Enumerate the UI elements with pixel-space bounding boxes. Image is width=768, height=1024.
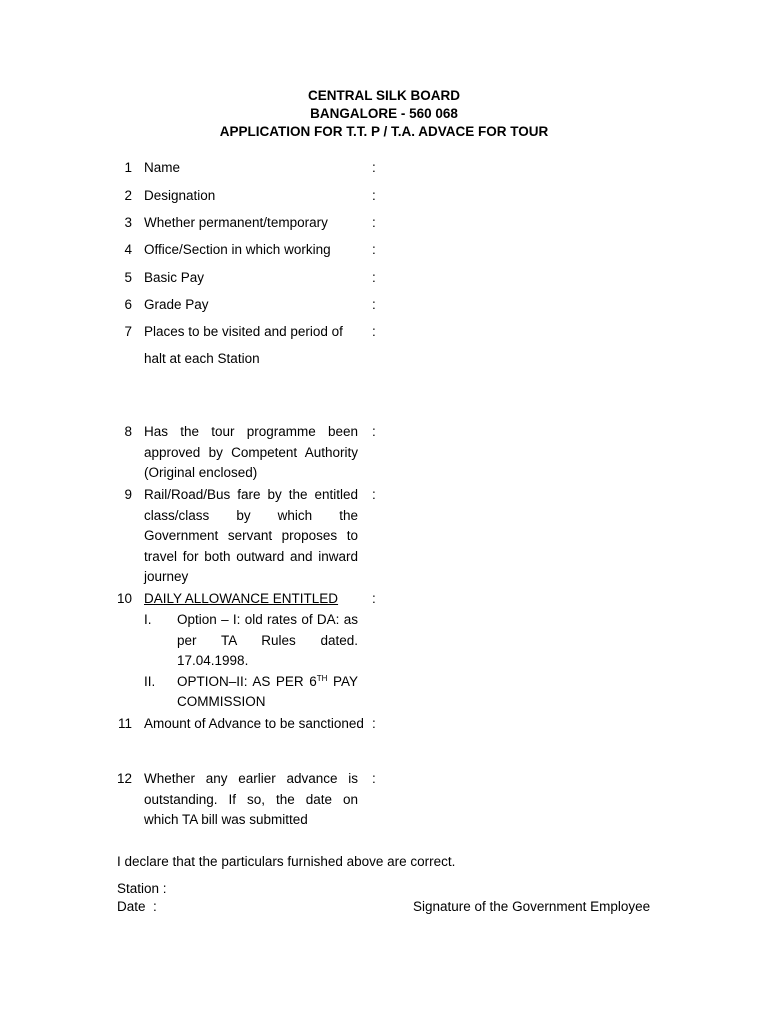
option-numeral: I. — [144, 612, 152, 627]
item-label: Office/Section in which working — [144, 242, 331, 257]
item-label: Name — [144, 160, 181, 175]
date-label: Date : — [117, 899, 157, 914]
item-colon: : — [372, 771, 376, 786]
item-colon: : — [372, 242, 376, 257]
item-number: 8 — [124, 424, 132, 439]
org-title: CENTRAL SILK BOARD — [307, 88, 460, 103]
item-colon: : — [372, 270, 376, 285]
item-colon: : — [372, 487, 376, 502]
option-text: OPTION–II: AS PER 6 — [177, 673, 317, 689]
item-colon: : — [372, 591, 376, 606]
item-number: 10 — [116, 591, 132, 606]
item-number: 1 — [124, 160, 132, 175]
option-superscript: TH — [316, 673, 328, 683]
item-colon: : — [372, 160, 376, 175]
item-number: 7 — [124, 324, 132, 339]
item-number: 11 — [117, 716, 132, 731]
item-label: Designation — [144, 188, 216, 203]
item-number: 12 — [116, 771, 132, 786]
item-colon: : — [372, 215, 376, 230]
da-option-1 — [144, 610, 358, 672]
item-colon: : — [372, 297, 376, 312]
item-label: Grade Pay — [144, 297, 209, 312]
station-label: Station : — [117, 881, 167, 896]
item-number: 2 — [124, 188, 132, 203]
item-label: Places to be visited and period of — [144, 324, 343, 339]
option-text-cont: PAY COMMISSION — [177, 673, 358, 709]
item-number: 4 — [124, 242, 132, 257]
signature-label: Signature of the Government Employee — [413, 899, 651, 914]
org-address: BANGALORE - 560 068 — [310, 106, 458, 121]
item-label: Amount of Advance to be sanctioned — [144, 716, 364, 731]
item-number: 9 — [124, 487, 132, 502]
option-numeral: II. — [144, 673, 156, 689]
item-number: 5 — [124, 270, 132, 285]
da-options-list — [144, 610, 358, 713]
item-colon: : — [372, 424, 376, 439]
item-label: Has the tour programme been approved by Competent Authority (Original enclosed) — [144, 424, 358, 480]
option-text: Option – I: old rates of DA: as per TA Rules dated. 17.04.1998. — [177, 612, 358, 668]
item-label: Whether any earlier advance is outstanding. If so, the date on which TA bill was submitted — [144, 771, 358, 827]
item-number: 3 — [124, 215, 132, 230]
item-label: DAILY ALLOWANCE ENTITLED — [144, 591, 339, 606]
item-label-continued: halt at each Station — [144, 351, 260, 366]
declaration-text: I declare that the particulars furnished above are correct. — [117, 854, 456, 869]
item-label: Whether permanent/temporary — [144, 215, 328, 230]
da-option-2 — [144, 672, 358, 713]
item-label: Basic Pay — [144, 270, 205, 285]
item-colon: : — [372, 716, 376, 731]
item-colon: : — [372, 324, 376, 339]
form-title: APPLICATION FOR T.T. P / T.A. ADVACE FOR TOUR — [219, 124, 549, 139]
item-label: Rail/Road/Bus fare by the entitled class/class by which the Government servant proposes to travel for both outward and inward journey — [144, 487, 358, 584]
item-number: 6 — [124, 297, 132, 312]
item-colon: : — [372, 188, 376, 203]
